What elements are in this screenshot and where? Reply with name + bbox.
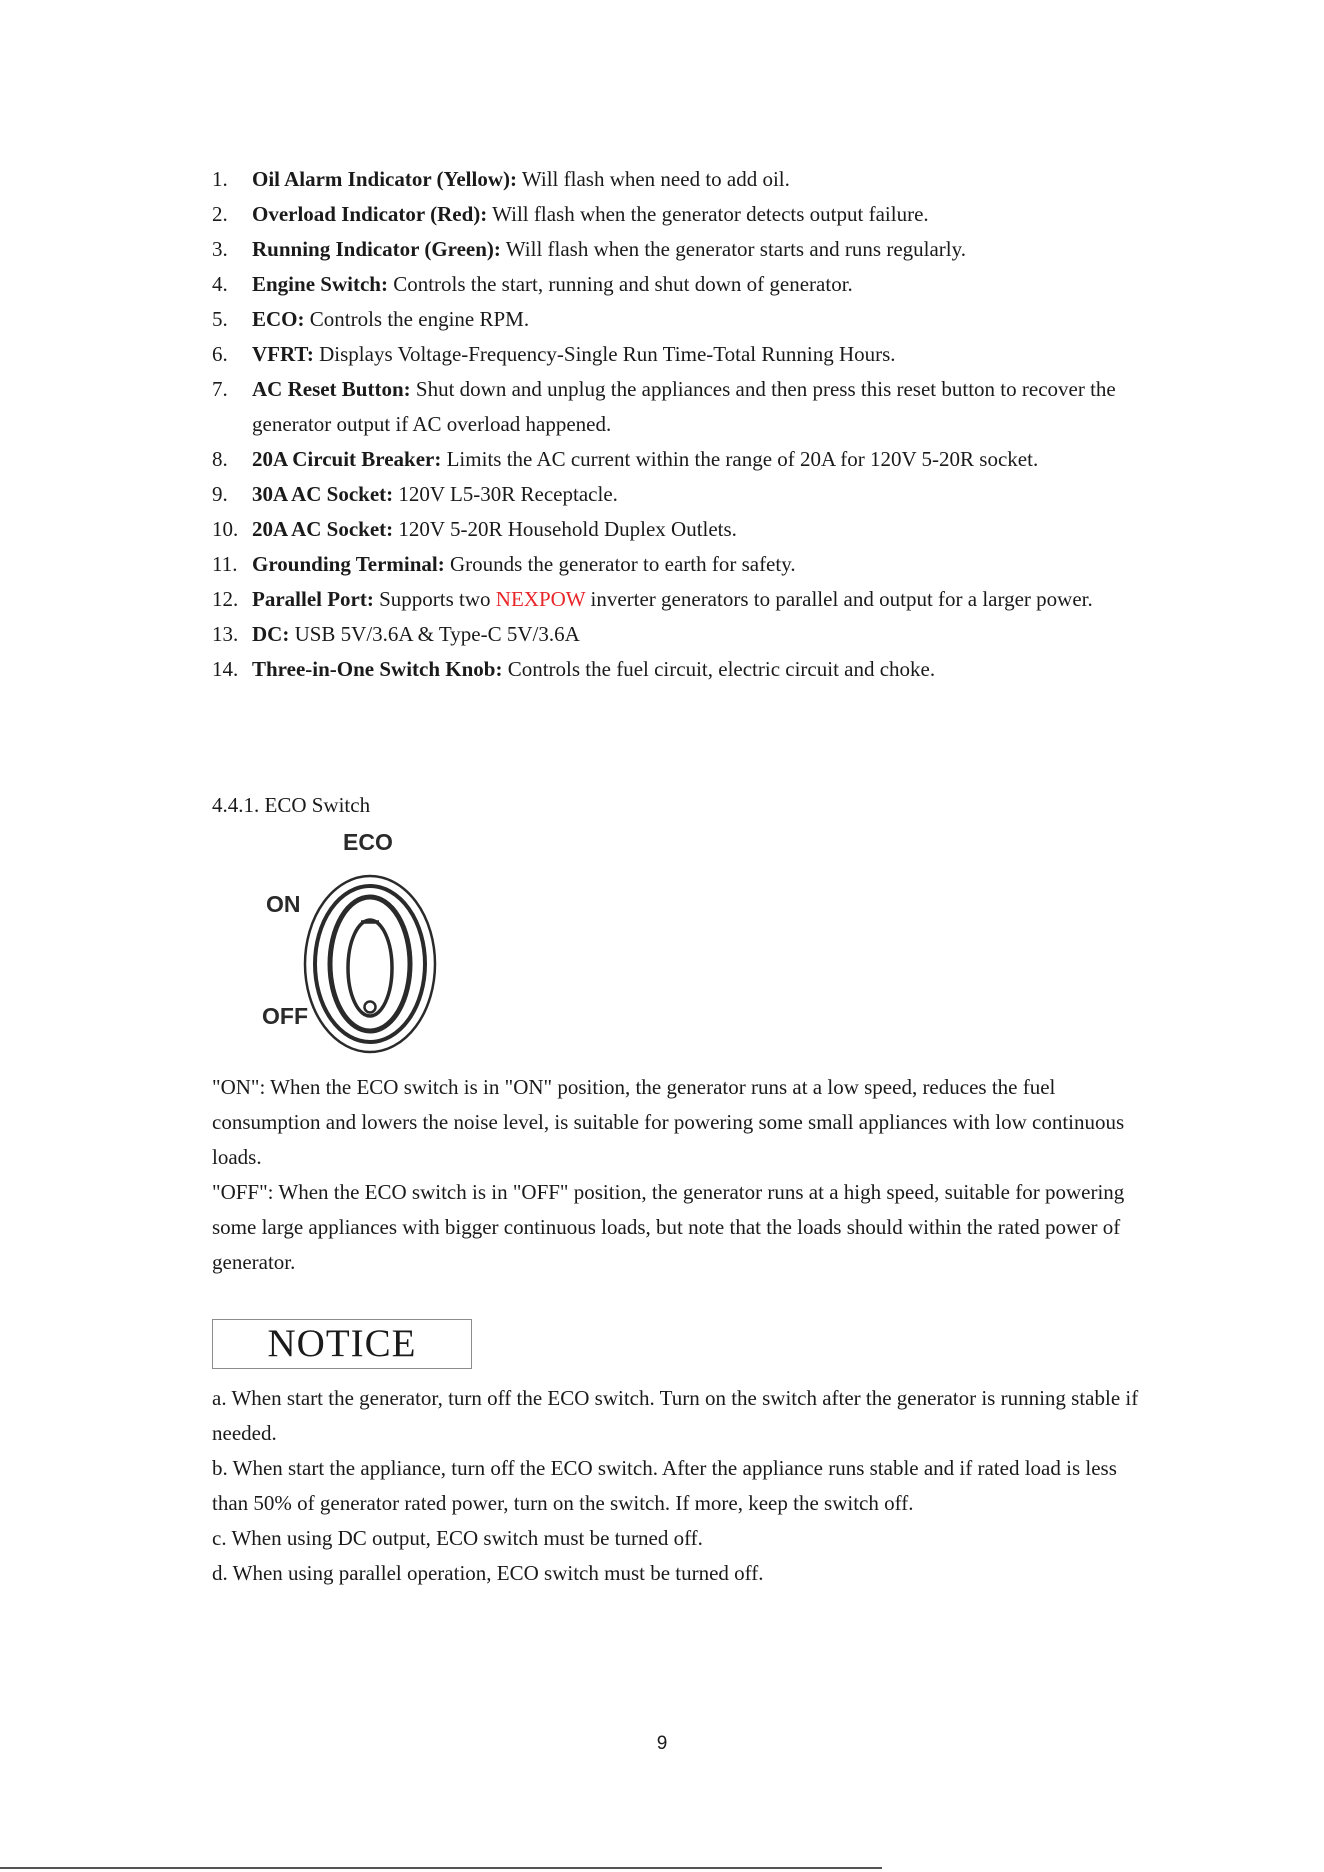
item-description: Displays Voltage-Frequency-Single Run Time-Total Running Hours. (313, 342, 896, 366)
item-body (252, 232, 1142, 267)
feature-list (212, 162, 1142, 687)
footer-rule (0, 1867, 882, 1869)
list-item (212, 442, 1142, 477)
item-body (252, 372, 1142, 442)
item-description: Shut down and unplug the appliances and then press this reset button to recover the generator output if AC overload happened. (252, 377, 1116, 436)
eco-label: ECO (343, 829, 393, 855)
item-term: DC: (252, 622, 290, 646)
item-description: Grounds the generator to earth for safety. (444, 552, 796, 576)
item-number: 10. (212, 517, 239, 541)
item-description: Limits the AC current within the range of 20A for 120V 5-20R socket. (441, 447, 1039, 471)
item-term: VFRT: (252, 342, 314, 366)
item-number: 13. (212, 622, 239, 646)
item-number: 7. (212, 377, 228, 401)
item-description: Supports two (373, 587, 496, 611)
item-number: 11. (212, 552, 238, 576)
item-description: Controls the start, running and shut down of generator. (387, 272, 853, 296)
item-term: ECO: (252, 307, 305, 331)
item-number: 3. (212, 237, 228, 261)
item-description: inverter generators to parallel and output for a larger power. (585, 587, 1093, 611)
item-body (252, 617, 1142, 652)
list-item (212, 372, 1142, 442)
list-item (212, 652, 1142, 687)
item-number: 2. (212, 202, 228, 226)
item-term: 20A Circuit Breaker: (252, 447, 442, 471)
item-body (252, 582, 1142, 617)
item-body (252, 162, 1142, 197)
item-term: Three-in-One Switch Knob: (252, 657, 503, 681)
item-term: 20A AC Socket: (252, 517, 394, 541)
item-number: 6. (212, 342, 228, 366)
item-body (252, 652, 1142, 687)
list-item (212, 337, 1142, 372)
item-body (252, 547, 1142, 582)
item-body (252, 197, 1142, 232)
item-term: Oil Alarm Indicator (Yellow): (252, 167, 518, 191)
item-description: Will flash when need to add oil. (517, 167, 790, 191)
item-description: Will flash when the generator detects output failure. (487, 202, 929, 226)
on-label: ON (266, 891, 301, 917)
list-item (212, 267, 1142, 302)
eco-switch-diagram (250, 822, 450, 1072)
off-label: OFF (262, 1003, 308, 1029)
item-description: 120V L5-30R Receptacle. (393, 482, 618, 506)
list-item (212, 162, 1142, 197)
brand-name: NEXPOW (495, 587, 586, 611)
notice-heading: NOTICE (212, 1319, 472, 1369)
item-body (252, 442, 1142, 477)
item-number: 4. (212, 272, 228, 296)
rocker-switch-icon (305, 876, 435, 1052)
item-description: USB 5V/3.6A & Type-C 5V/3.6A (289, 622, 580, 646)
notice-item: c. When using DC output, ECO switch must be turned off. (212, 1526, 703, 1550)
list-item (212, 197, 1142, 232)
item-body (252, 477, 1142, 512)
item-term: Running Indicator (Green): (252, 237, 501, 261)
item-term: Overload Indicator (Red): (252, 202, 488, 226)
list-item (212, 232, 1142, 267)
item-description: 120V 5-20R Household Duplex Outlets. (393, 517, 737, 541)
eco-on-paragraph: "ON": When the ECO switch is in "ON" position, the generator runs at a low speed, reduces the fuel consumption and lowers the noise level, is suitable for powering some small appliances with low continuous loads. (212, 1075, 1125, 1169)
item-description: Will flash when the generator starts and runs regularly. (500, 237, 967, 261)
notice-item: a. When start the generator, turn off the ECO switch. Turn on the switch after the generator is running stable if needed. (212, 1386, 1139, 1445)
notice-item: b. When start the appliance, turn off the ECO switch. After the appliance runs stable and if rated load is less than 50% of generator rated power, turn on the switch. If more, keep the switch off. (212, 1456, 1117, 1515)
item-number: 14. (212, 657, 239, 681)
page-number: 9 (656, 1733, 668, 1754)
item-number: 9. (212, 482, 228, 506)
item-body (252, 302, 1142, 337)
item-number: 5. (212, 307, 228, 331)
item-term: Grounding Terminal: (252, 552, 445, 576)
item-description: Controls the engine RPM. (304, 307, 530, 331)
list-item (212, 617, 1142, 652)
notice-item: d. When using parallel operation, ECO switch must be turned off. (212, 1561, 764, 1585)
item-number: 12. (212, 587, 239, 611)
item-body (252, 267, 1142, 302)
item-body (252, 337, 1142, 372)
list-item (212, 582, 1142, 617)
section-heading: 4.4.1. ECO Switch (212, 793, 371, 817)
item-number: 8. (212, 447, 228, 471)
item-term: AC Reset Button: (252, 377, 411, 401)
list-item (212, 547, 1142, 582)
list-item (212, 302, 1142, 337)
item-term: Parallel Port: (252, 587, 374, 611)
item-number: 1. (212, 167, 228, 191)
eco-description (212, 1070, 1142, 1280)
item-term: 30A AC Socket: (252, 482, 394, 506)
list-item (212, 477, 1142, 512)
item-description: Controls the fuel circuit, electric circuit and choke. (502, 657, 936, 681)
list-item (212, 512, 1142, 547)
notice-list (212, 1381, 1142, 1591)
item-term: Engine Switch: (252, 272, 388, 296)
eco-off-paragraph: "OFF": When the ECO switch is in "OFF" position, the generator runs at a high speed, suitable for powering some large appliances with bigger continuous loads, but note that the loads should within the rated power of generator. (212, 1180, 1125, 1274)
item-body (252, 512, 1142, 547)
